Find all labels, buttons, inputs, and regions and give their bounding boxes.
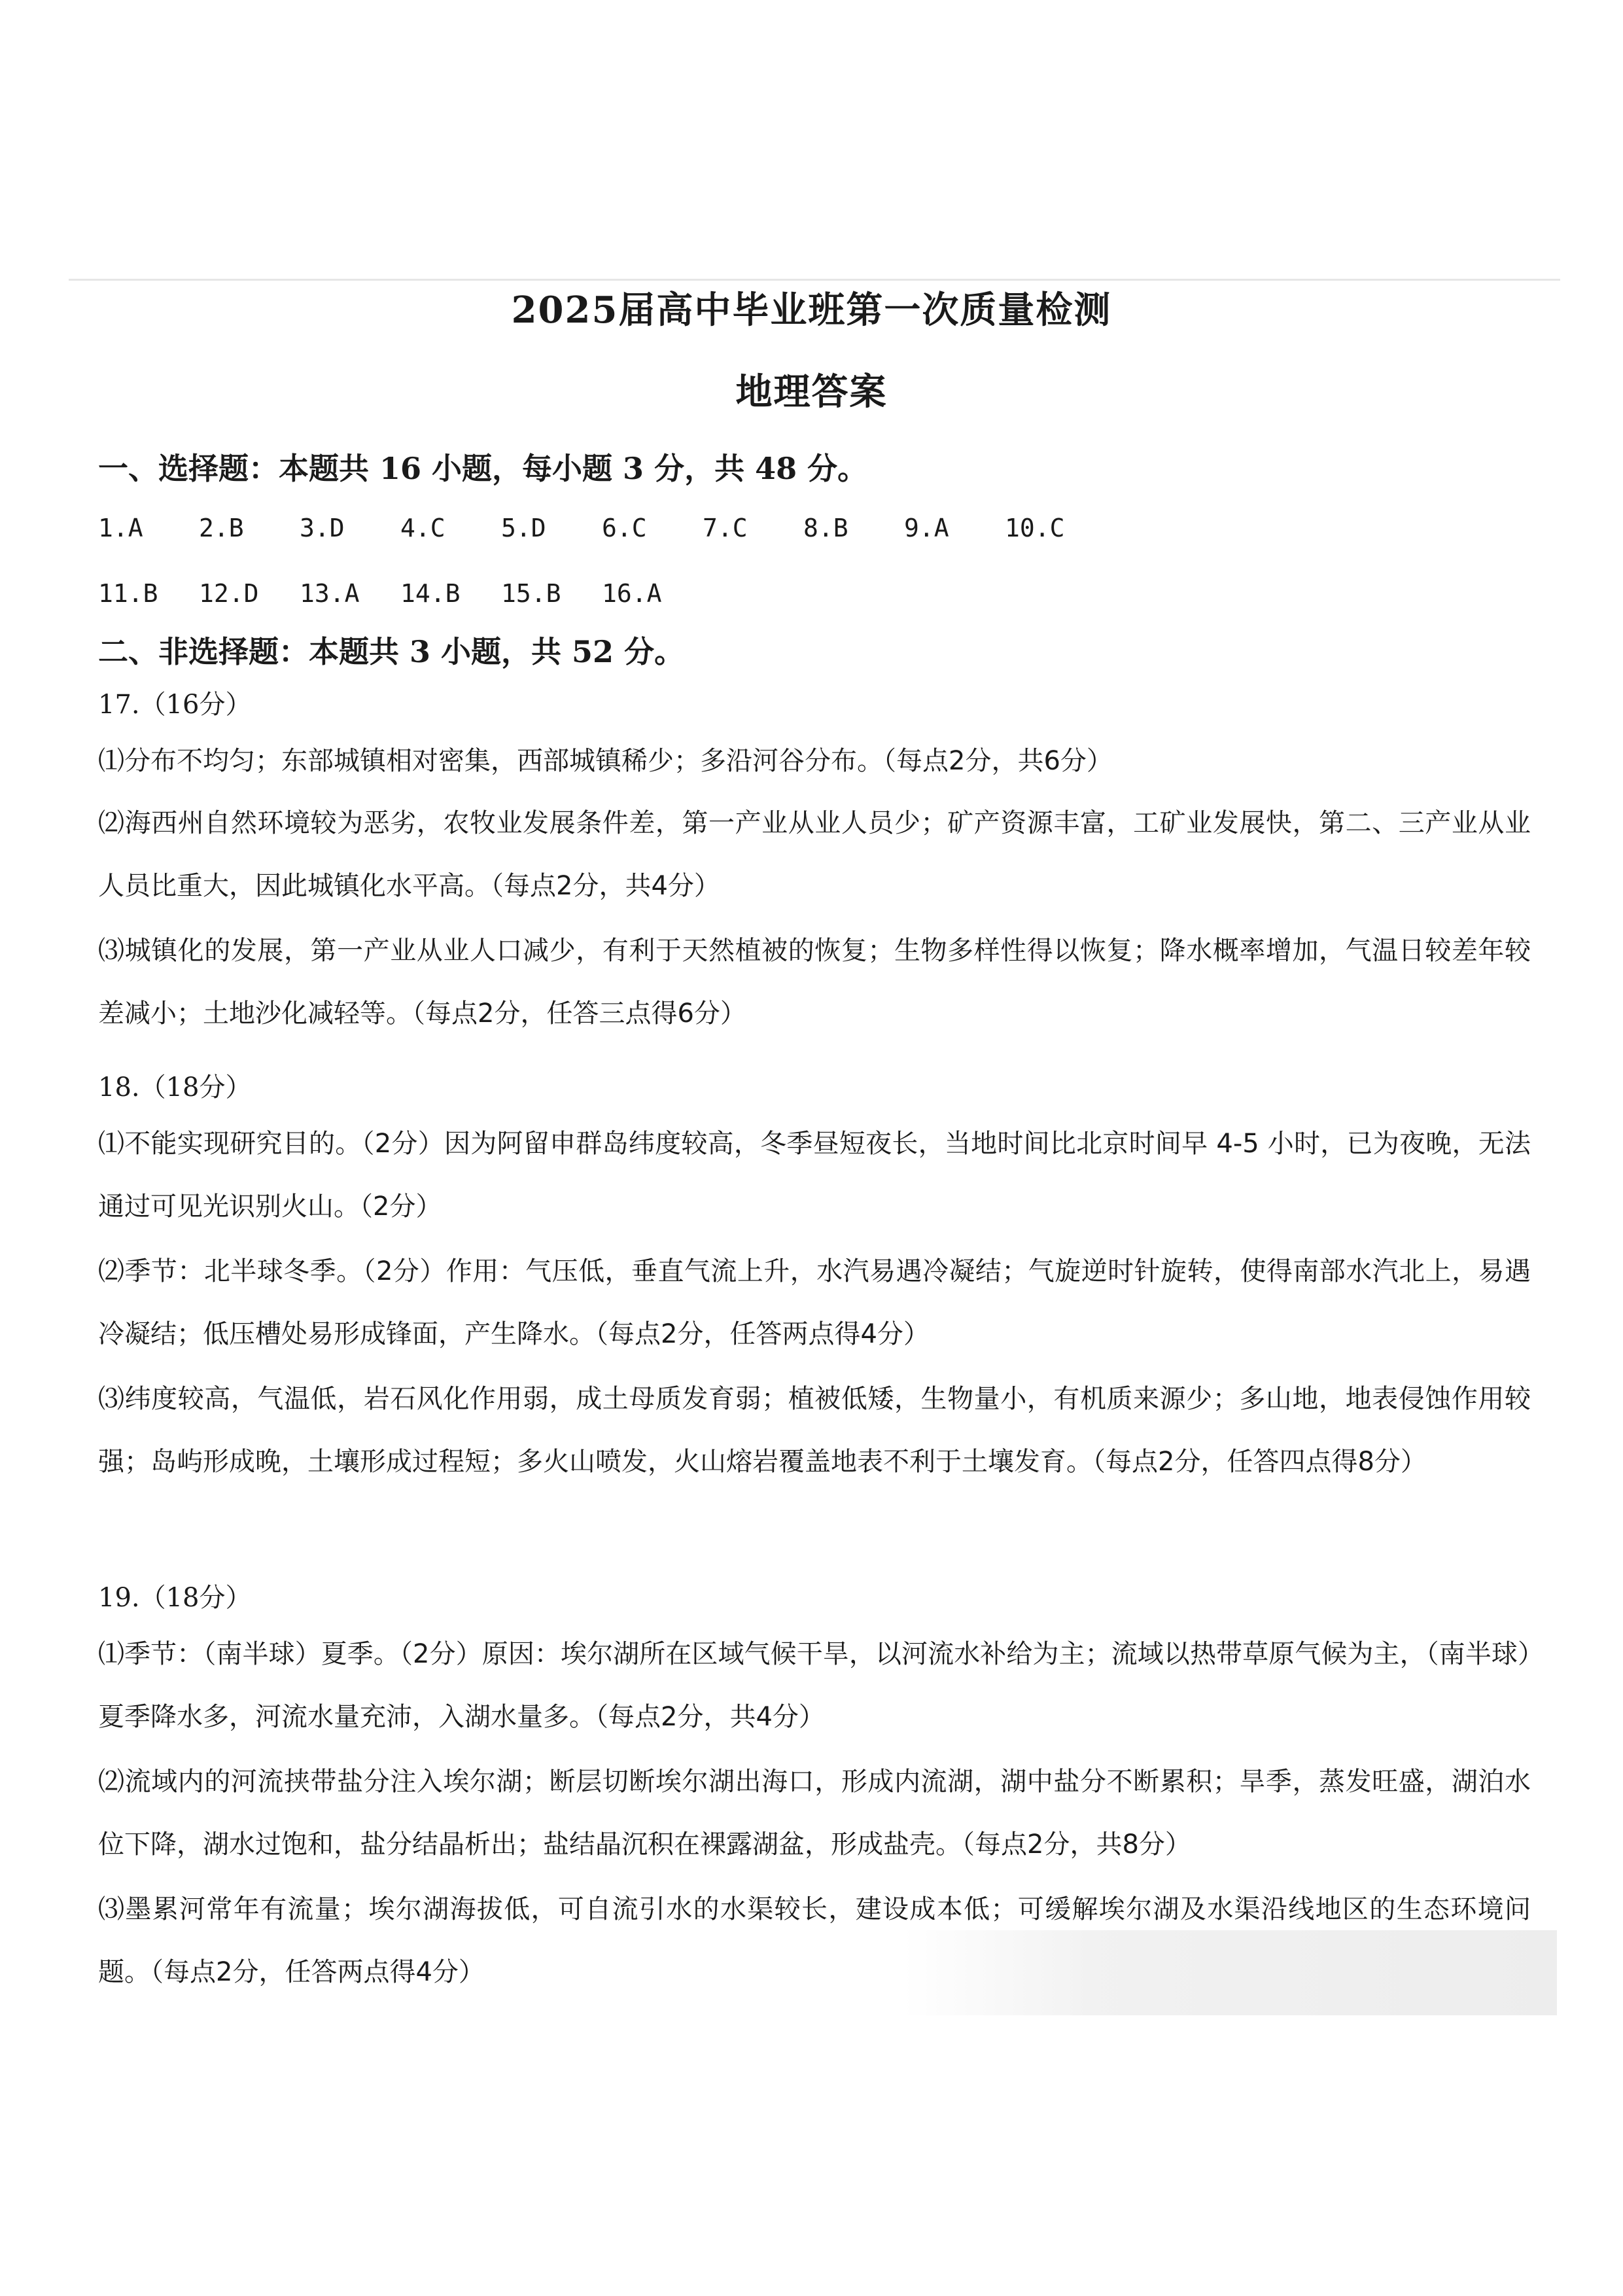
q18-answer-3: ⑶纬度较高，气温低，岩石风化作用弱，成土母质发育弱；植被低矮，生物量小，有机质来源少；多山地，地表侵蚀作用较强；岛屿形成晚，土壤形成过程短；多火山喷发，火山熔岩覆盖地表不利于土壤发育。（每点2分，任答四点得8分） — [98, 1384, 1531, 1477]
scan-artifact — [903, 1930, 1557, 2015]
answer-row-2 — [98, 579, 703, 608]
answer-item: 4.C — [400, 514, 445, 542]
section-multiple-choice-heading: 一、选择题：本题共 16 小题，每小题 3 分，共 48 分。 — [98, 451, 868, 486]
answer-row-1 — [98, 514, 1106, 542]
q18-answer-2: ⑵季节：北半球冬季。（2分）作用：气压低，垂直气流上升，水汽易遇冷凝结；气旋逆时针旋转，使得南部水汽北上，易遇冷凝结；低压槽处易形成锋面，产生降水。（每点2分，任答两点得4分） — [98, 1256, 1531, 1349]
answer-item: 11.B — [98, 579, 158, 608]
question-19-heading: 19.（18分） — [98, 1583, 252, 1613]
q18-answer-1: ⑴不能实现研究目的。（2分）因为阿留申群岛纬度较高，冬季昼短夜长，当地时间比北京时间早 4-5 小时，已为夜晚，无法通过可见光识别火山。（2分） — [98, 1129, 1531, 1222]
answer-item: 5.D — [501, 514, 546, 542]
q17-answer-1: ⑴分布不均匀；东部城镇相对密集，西部城镇稀少；多沿河谷分布。（每点2分，共6分） — [98, 746, 1113, 776]
answer-item: 1.A — [98, 514, 143, 542]
document-subtitle: 地理答案 — [735, 370, 888, 414]
q19-answer-1: ⑴季节：（南半球）夏季。（2分）原因：埃尔湖所在区域气候干旱，以河流水补给为主；流域以热带草原气候为主，（南半球）夏季降水多，河流水量充沛，入湖水量多。（每点2分，共4分） — [98, 1639, 1531, 1732]
answer-item: 16.A — [602, 579, 662, 608]
question-18-heading: 18.（18分） — [98, 1072, 252, 1103]
answer-item: 2.B — [199, 514, 244, 542]
answer-item: 12.D — [199, 579, 259, 608]
header-divider — [69, 279, 1560, 281]
answer-item: 10.C — [1005, 514, 1065, 542]
document-title: 2025届高中毕业班第一次质量检测 — [511, 289, 1112, 332]
answer-item: 13.A — [300, 579, 360, 608]
section-non-choice-heading: 二、非选择题：本题共 3 小题，共 52 分。 — [98, 634, 685, 669]
q17-answer-2: ⑵海西州自然环境较为恶劣，农牧业发展条件差，第一产业从业人员少；矿产资源丰富，工矿业发展快，第二、三产业从业人员比重大，因此城镇化水平高。（每点2分，共4分） — [98, 808, 1531, 901]
q19-answer-2: ⑵流域内的河流挟带盐分注入埃尔湖；断层切断埃尔湖出海口，形成内流湖，湖中盐分不断累积；旱季，蒸发旺盛，湖泊水位下降，湖水过饱和，盐分结晶析出；盐结晶沉积在裸露湖盆，形成盐壳。（每点2分，共8分） — [98, 1767, 1531, 1860]
answer-item: 6.C — [602, 514, 647, 542]
q19-answer-3: ⑶墨累河常年有流量；埃尔湖海拔低，可自流引水的水渠较长，建设成本低；可缓解埃尔湖及水渠沿线地区的生态环境问题。（每点2分，任答两点得4分） — [98, 1894, 1531, 1987]
answer-item: 3.D — [300, 514, 345, 542]
answer-item: 9.A — [904, 514, 949, 542]
answer-item: 14.B — [400, 579, 461, 608]
answer-item: 7.C — [703, 514, 748, 542]
q17-answer-3: ⑶城镇化的发展，第一产业从业人口减少，有利于天然植被的恢复；生物多样性得以恢复；降水概率增加，气温日较差年较差减小；土地沙化减轻等。（每点2分，任答三点得6分） — [98, 936, 1531, 1029]
question-17-heading: 17.（16分） — [98, 690, 252, 720]
answer-item: 15.B — [501, 579, 561, 608]
answer-item: 8.B — [803, 514, 848, 542]
